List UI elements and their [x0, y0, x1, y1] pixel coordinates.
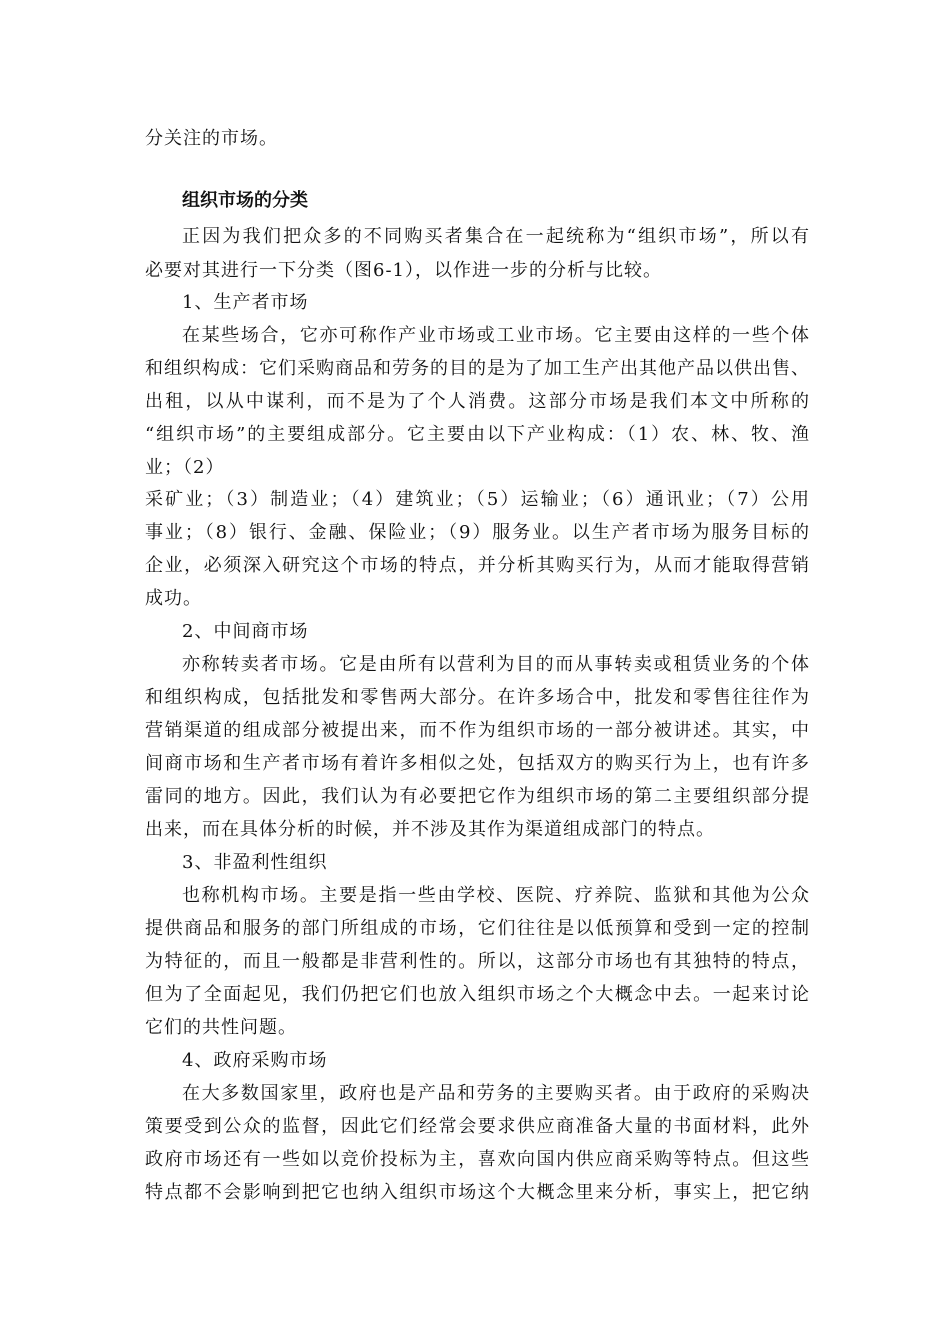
paragraph-line: 事业；（8）银行、金融、保险业；（9）服务业。以生产者市场为服务目标的 — [145, 522, 810, 543]
paragraph-line: 企业，必须深入研究这个市场的特点，并分析其购买行为，从而才能取得营销 — [145, 555, 810, 576]
paragraph-line: 间商市场和生产者市场有着许多相似之处，包括双方的购买行为上，也有许多 — [145, 753, 810, 774]
paragraph-line: 出租，以从中谋利，而不是为了个人消费。这部分市场是我们本文中所称的 — [145, 391, 810, 412]
paragraph-line: 成功。 — [145, 588, 202, 609]
paragraph-line: 营销渠道的组成部分被提出来，而不作为组织市场的一部分被讲述。其实，中 — [145, 720, 810, 741]
paragraph-line: 政府市场还有一些如以竞价投标为主，喜欢向国内供应商采购等特点。但这些 — [145, 1149, 810, 1170]
paragraph-line: “组织市场”的主要组成部分。它主要由以下产业构成：（1）农、林、牧、渔 — [145, 424, 810, 445]
section-heading: 组织市场的分类 — [182, 190, 308, 211]
paragraph-line: 但为了全面起见，我们仍把它们也放入组织市场之个大概念中去。一起来讨论 — [145, 984, 810, 1005]
paragraph-line: 和组织构成，包括批发和零售两大部分。在许多场合中，批发和零售往往作为 — [145, 687, 810, 708]
paragraph-line: 它们的共性问题。 — [145, 1017, 297, 1038]
subheading-government-procurement: 4、政府采购市场 — [182, 1050, 328, 1071]
paragraph-line: 正因为我们把众多的不同购买者集合在一起统称为“组织市场”，所以有 — [182, 226, 810, 247]
paragraph-line: 亦称转卖者市场。它是由所有以营利为目的而从事转卖或租赁业务的个体 — [182, 654, 810, 675]
paragraph-line: 雷同的地方。因此，我们认为有必要把它作为组织市场的第二主要组织部分提 — [145, 786, 810, 807]
subheading-producer-market: 1、生产者市场 — [182, 292, 309, 313]
paragraph-line: 特点都不会影响到把它也纳入组织市场这个大概念里来分析，事实上，把它纳 — [145, 1182, 810, 1203]
paragraph-line: 策要受到公众的监督，因此它们经常会要求供应商准备大量的书面材料，此外 — [145, 1116, 810, 1137]
subheading-nonprofit: 3、非盈利性组织 — [182, 852, 328, 873]
paragraph-line: 提供商品和服务的部门所组成的市场，它们往往是以低预算和受到一定的控制 — [145, 918, 810, 939]
paragraph-line: 出来，而在具体分析的时候，并不涉及其作为渠道组成部门的特点。 — [145, 819, 715, 840]
paragraph-line: 在某些场合，它亦可称作产业市场或工业市场。它主要由这样的一些个体 — [182, 325, 810, 346]
paragraph-line: 也称机构市场。主要是指一些由学校、医院、疗养院、监狱和其他为公众 — [182, 885, 810, 906]
paragraph-line: 在大多数国家里，政府也是产品和劳务的主要购买者。由于政府的采购决 — [182, 1083, 810, 1104]
paragraph-line: 采矿业；（3）制造业；（4）建筑业；（5）运输业；（6）通讯业；（7）公用 — [145, 489, 810, 510]
paragraph-line: 必要对其进行一下分类（图6-1），以作进一步的分析与比较。 — [145, 260, 662, 281]
paragraph-line: 业；（2） — [145, 457, 225, 478]
paragraph-line: 为特征的，而且一般都是非营利性的。所以，这部分市场也有其独特的特点， — [145, 951, 810, 972]
paragraph-line: 和组织构成：它们采购商品和劳务的目的是为了加工生产出其他产品以供出售、 — [145, 358, 810, 379]
subheading-intermediary-market: 2、中间商市场 — [182, 621, 309, 642]
intro-tail-line: 分关注的市场。 — [145, 128, 278, 149]
